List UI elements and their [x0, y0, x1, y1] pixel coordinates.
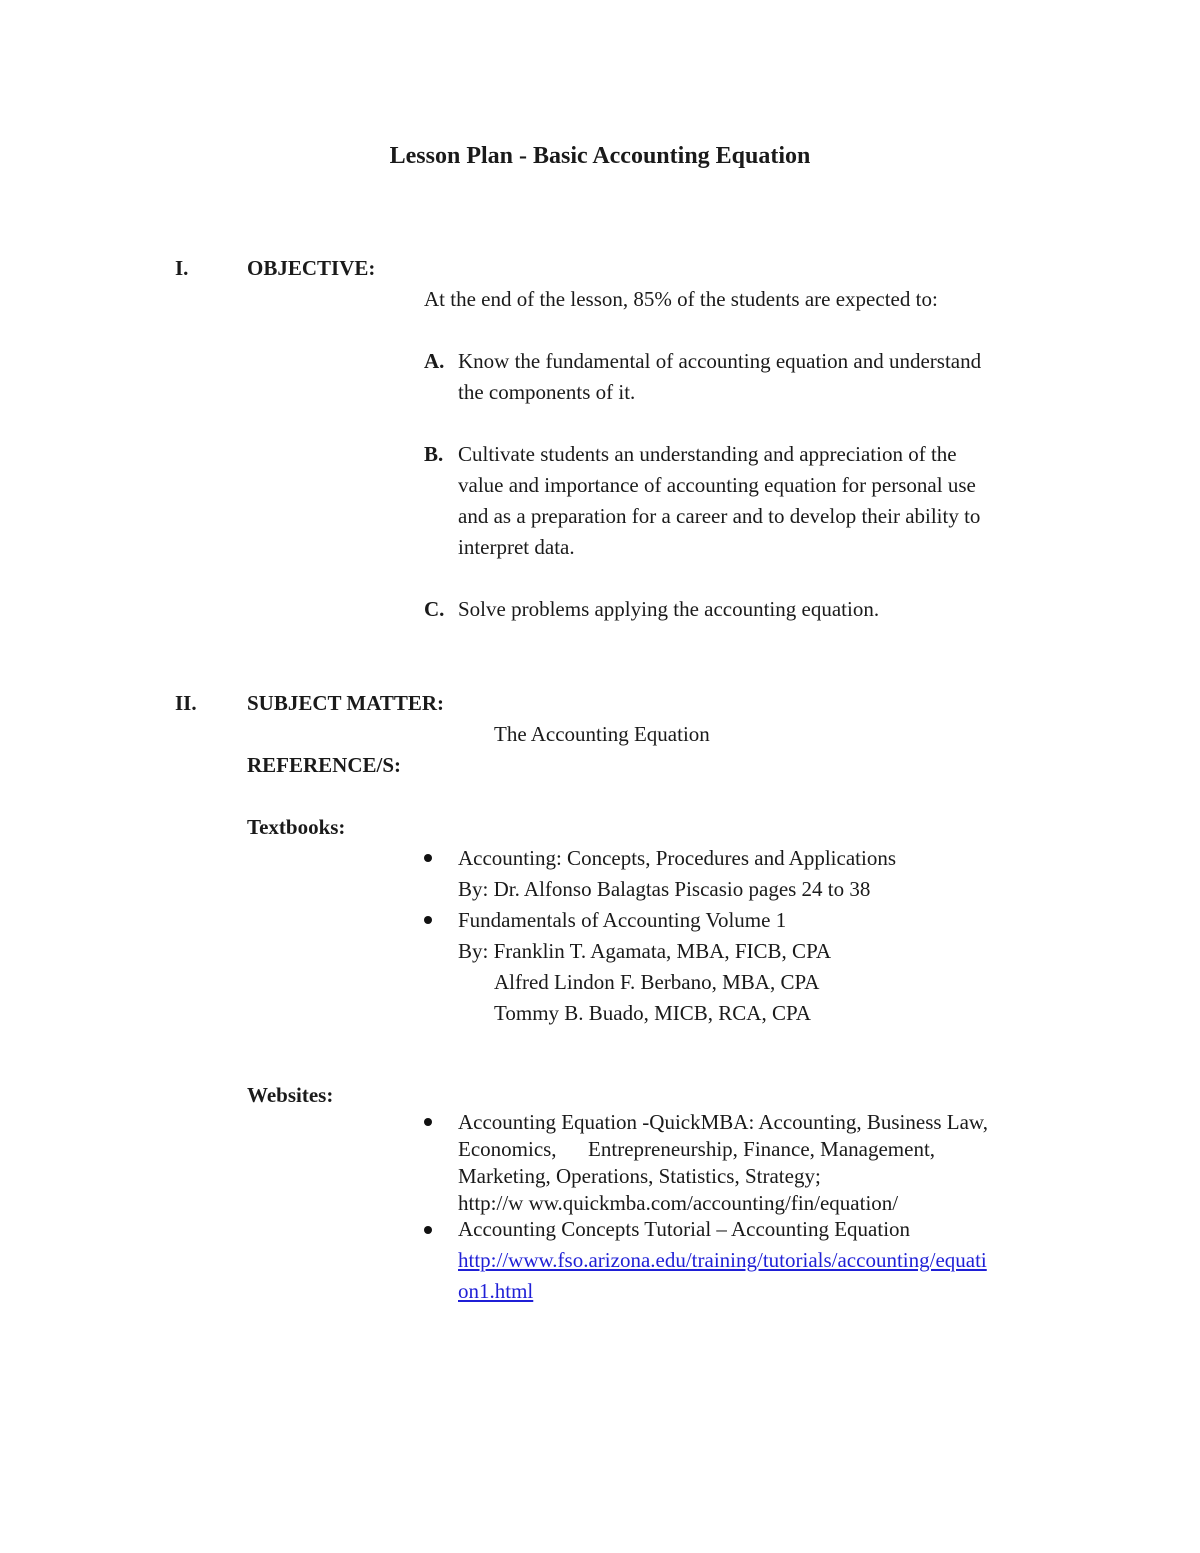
- textbook-line: Alfred Lindon F. Berbano, MBA, CPA: [494, 970, 820, 994]
- objective-b-line: and as a preparation for a career and to develop their ability to: [458, 504, 981, 528]
- textbook-line: Tommy B. Buado, MICB, RCA, CPA: [494, 1001, 811, 1025]
- objective-c-line: Solve problems applying the accounting equation.: [458, 597, 880, 621]
- objective-b-line: interpret data.: [458, 535, 575, 559]
- bullet-icon: [424, 854, 432, 862]
- subject-matter-heading: SUBJECT MATTER:: [247, 691, 445, 715]
- objective-letter-c: C.: [424, 597, 445, 621]
- objective-a-line: Know the fundamental of accounting equation and understand: [458, 349, 982, 373]
- website-link[interactable]: on1.html: [458, 1279, 534, 1303]
- websites-heading: Websites:: [247, 1083, 334, 1107]
- bullet-icon: [424, 916, 432, 924]
- website-url: http://w ww.quickmba.com/accounting/fin/equation/: [458, 1191, 899, 1215]
- textbook-line: By: Dr. Alfonso Balagtas Piscasio pages 24 to 38: [458, 877, 871, 901]
- objective-intro: At the end of the lesson, 85% of the students are expected to:: [424, 287, 938, 311]
- textbook-line: By: Franklin T. Agamata, MBA, FICB, CPA: [458, 939, 831, 963]
- references-heading: REFERENCE/S:: [247, 753, 402, 777]
- website-link[interactable]: http://www.fso.arizona.edu/training/tutorials/accounting/equati: [458, 1248, 987, 1272]
- objective-letter-b: B.: [424, 442, 444, 466]
- website-line: Marketing, Operations, Statistics, Strategy;: [458, 1164, 821, 1188]
- bullet-icon: [424, 1118, 432, 1126]
- bullet-icon: [424, 1226, 432, 1234]
- website-line: Accounting Equation -QuickMBA: Accounting, Business Law,: [458, 1110, 988, 1134]
- objective-letter-a: A.: [424, 349, 445, 373]
- website-line: Economics, Entrepreneurship, Finance, Management,: [458, 1137, 936, 1161]
- website-title: Accounting Concepts Tutorial – Accounting Equation: [458, 1217, 911, 1241]
- section-numeral-objective: I.: [175, 256, 189, 280]
- objective-a-line: the components of it.: [458, 380, 636, 404]
- objective-heading: OBJECTIVE:: [247, 256, 376, 280]
- document-title: Lesson Plan - Basic Accounting Equation: [389, 143, 811, 169]
- textbooks-heading: Textbooks:: [247, 815, 346, 839]
- objective-b-line: Cultivate students an understanding and appreciation of the: [458, 442, 957, 466]
- textbook-line: Accounting: Concepts, Procedures and Applications: [458, 846, 896, 870]
- textbook-line: Fundamentals of Accounting Volume 1: [458, 908, 787, 932]
- section-numeral-subject-matter: II.: [175, 691, 197, 715]
- objective-b-line: value and importance of accounting equation for personal use: [458, 473, 976, 497]
- subject-topic: The Accounting Equation: [494, 722, 710, 746]
